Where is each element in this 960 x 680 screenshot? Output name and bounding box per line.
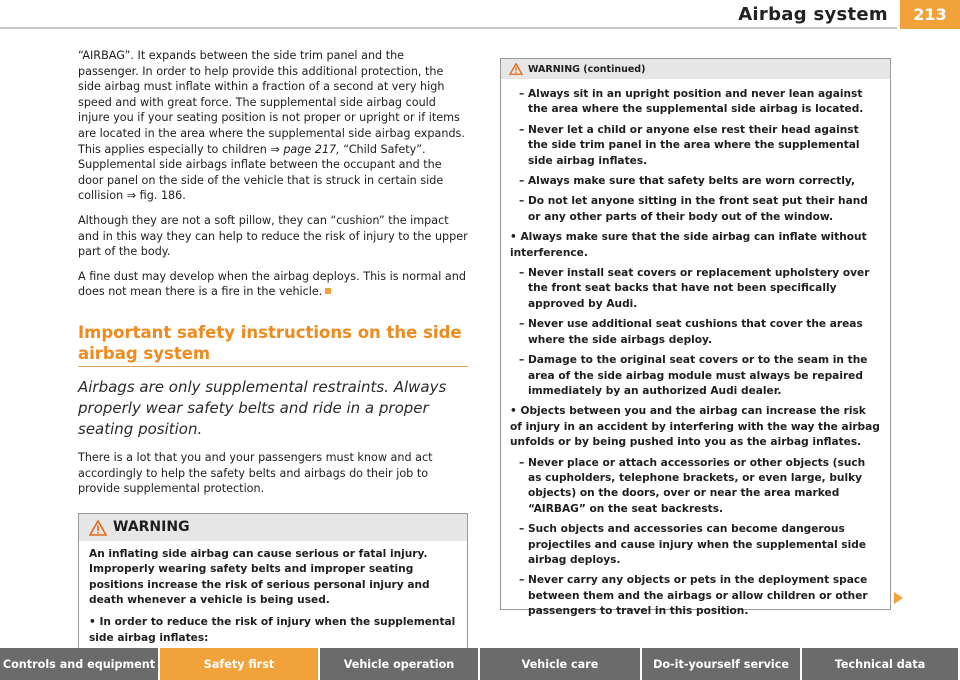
warning-item: – Damage to the original seat covers or to the seam in the area of the side airbag module must always be repaired immediately by an authorized Audi dealer.	[519, 354, 868, 397]
end-of-section-icon	[325, 288, 331, 294]
paragraph-4: There is a lot that you and your passengers must know and act accordingly to help the safety belts and airbags do their job to provide supplemental protection.	[78, 450, 433, 496]
continue-arrow-icon	[894, 592, 903, 604]
tab-vehicle-operation[interactable]: Vehicle operation	[320, 648, 478, 680]
warning-item: • Objects between you and the airbag can increase the risk of injury in an accident by interfering with the way the airbag unfolds or by being pushed into you as the airbag inflates.	[510, 405, 880, 449]
warning-item: – Such objects and accessories can become dangerous projectiles and cause injury when the supplemental side airbag deploys.	[519, 523, 867, 566]
section-heading: Important safety instructions on the side airbag system	[78, 322, 468, 367]
warning-triangle-icon	[509, 63, 523, 75]
footer-nav	[0, 648, 960, 680]
warning-box	[78, 513, 468, 661]
warning-title: WARNING	[113, 518, 190, 535]
tab-safety-first[interactable]: Safety first	[160, 648, 318, 680]
warning-item: – Never carry any objects or pets in the deployment space between them and the airbags or allow children or other passengers to travel in this position.	[519, 574, 868, 618]
intro-text: Airbags are only supplemental restraints. Always properly wear safety belts and ride in a proper seating position.	[78, 377, 447, 438]
header-rule	[0, 27, 897, 29]
warning-item: – Never install seat covers or replacement upholstery over the front seat backs that have not been specifically approved by Audi.	[519, 267, 870, 310]
warning-continued-header	[501, 59, 890, 79]
warning-continued-title: WARNING (continued)	[528, 63, 646, 75]
warning-continued-box	[500, 58, 891, 618]
tab-do-it-yourself-service[interactable]: Do-it-yourself service	[642, 648, 800, 680]
warning-body	[79, 541, 467, 660]
warning-item: – Do not let anyone sitting in the front seat put their hand or any other parts of their body out of the window.	[519, 195, 868, 223]
tab-technical-data[interactable]: Technical data	[802, 648, 958, 680]
warning-bullet: • In order to reduce the risk of injury when the supplemental side airbag inflates:	[89, 616, 456, 644]
warning-continued-body	[501, 79, 890, 620]
page-number: 213	[900, 0, 960, 29]
warning-item: – Always make sure that safety belts are worn correctly,	[519, 175, 855, 188]
paragraph-1: “AIRBAG”. It expands between the side trim panel and the passenger. In order to help provide this additional protection, the side airbag must inflate within a fraction of a second at very high speed and with great force. The supplemental side airbag could injure you if your seating position is not proper or upright or if items are located in the area where the supplemental side airbag expands. This applies especially to children ⇒ page 217, “Child Safety”. Supplemental side airbags inflate between the occupant and the door panel on the side of the vehicle that is struck in certain side collision ⇒ fig. 186.	[78, 49, 465, 203]
warning-item: • Always make sure that the side airbag can inflate without interference.	[510, 231, 867, 259]
warning-item: – Never place or attach accessories or other objects (such as cupholders, telephone brackets, or even large, bulky objects) on the doors, over or near the area marked “AIRBAG” on the seat backrests.	[519, 456, 866, 515]
warning-item: – Never let a child or anyone else rest their head against the side trim panel in the area where the supplemental side airbag inflates.	[519, 123, 860, 167]
page-reference-link[interactable]: page 217,	[283, 142, 340, 156]
warning-text: An inflating side airbag can cause serious or fatal injury. Improperly wearing safety belts and improper seating positions increase the risk of serious personal injury and death whenever a vehicle is being used.	[89, 547, 430, 607]
warning-header	[79, 514, 467, 541]
left-column	[78, 48, 468, 660]
warning-item: – Always sit in an upright position and never lean against the area where the supplemental side airbag is located.	[519, 88, 864, 116]
warning-triangle-icon	[89, 520, 107, 536]
tab-vehicle-care[interactable]: Vehicle care	[480, 648, 640, 680]
page-title: Airbag system	[738, 4, 888, 25]
tab-controls-and-equipment[interactable]: Controls and equipment	[0, 648, 158, 680]
paragraph-2: Although they are not a soft pillow, they can “cushion” the impact and in this way they can help to reduce the risk of injury to the upper part of the body.	[78, 213, 468, 259]
warning-item: – Never use additional seat cushions that cover the areas where the side airbags deploy.	[519, 318, 863, 346]
paragraph-3: A fine dust may develop when the airbag deploys. This is normal and does not mean there is a fire in the vehicle.	[78, 269, 466, 299]
